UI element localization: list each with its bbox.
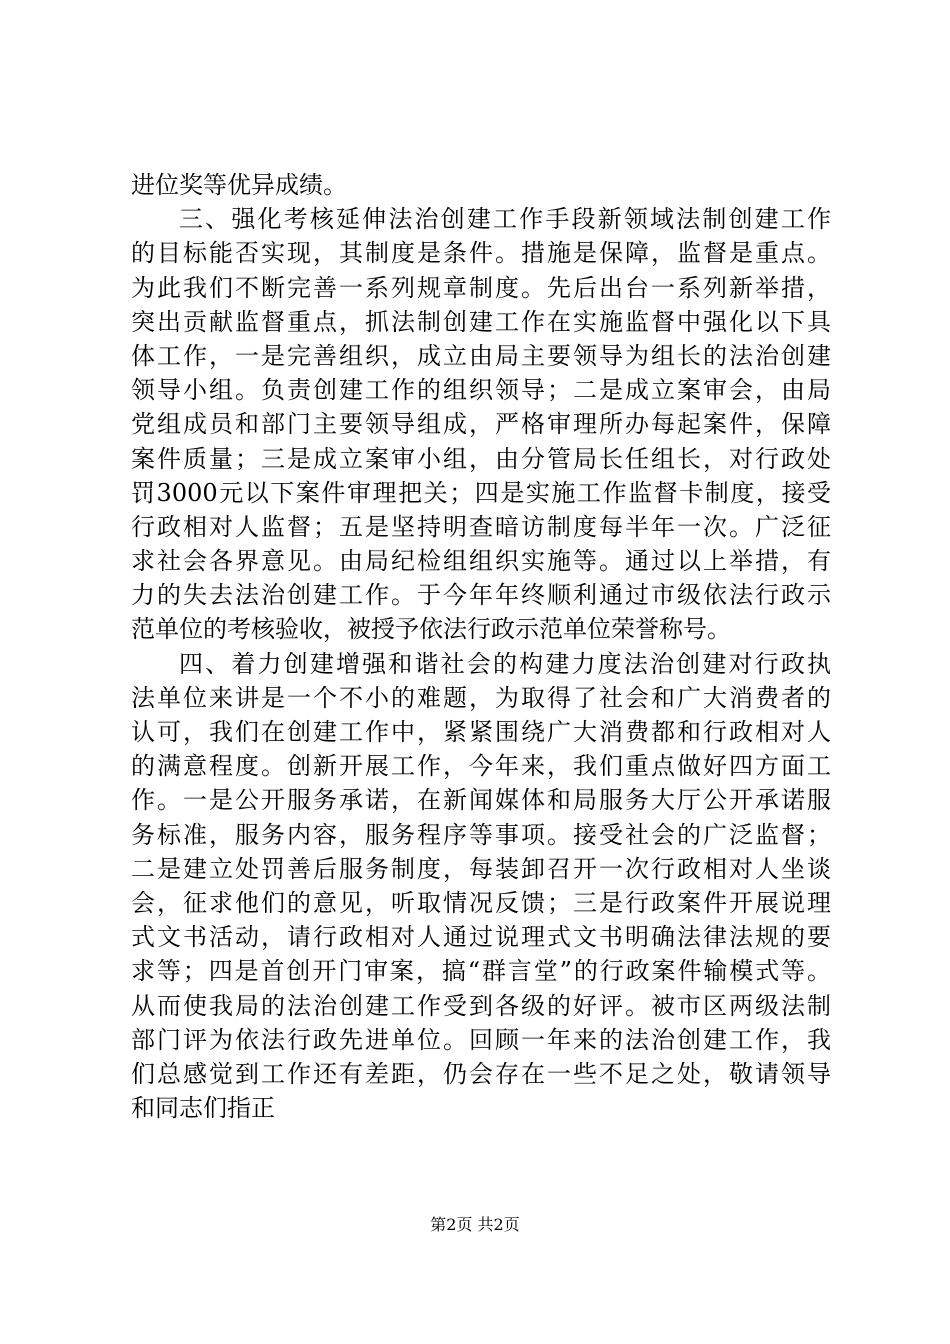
text-line: 的目标能否实现，其制度是条件。措施是保障，监督是重点。 [131, 239, 831, 268]
text-line: 四、着力创建增强和谐社会的构建力度法治创建对行政执 [179, 649, 831, 678]
text-line: 突出贡献监督重点，抓法制创建工作在实施监督中强化以下具 [131, 307, 831, 336]
text-line: 部门评为依法行政先进单位。回顾一年来的法治创建工作，我 [131, 1025, 831, 1054]
text-line: 会，征求他们的意见，听取情况反馈；三是行政案件开展说理 [131, 888, 831, 917]
text-line: 进位奖等优异成绩。 [131, 171, 347, 199]
text-line: 行政相对人监督；五是坚持明查暗访制度每半年一次。广泛征 [131, 512, 831, 541]
text-line: 务标准，服务内容，服务程序等事项。接受社会的广泛监督； [131, 820, 831, 849]
text-line: 式文书活动，请行政相对人通过说理式文书明确法律法规的要 [131, 923, 831, 952]
text-line: 们总感觉到工作还有差距，仍会存在一些不足之处，敬请领导 [131, 1059, 831, 1088]
text-line: 为此我们不断完善一系列规章制度。先后出台一系列新举措， [131, 273, 831, 302]
text-line: 二是建立处罚善后服务制度，每装卸召开一次行政相对人坐谈 [131, 854, 831, 883]
text-line: 体工作，一是完善组织，成立由局主要领导为组长的法治创建 [131, 341, 831, 370]
text-line: 求社会各界意见。由局纪检组组织实施等。通过以上举措，有 [131, 547, 831, 576]
document-body [131, 168, 831, 1125]
text-line: 罚3000元以下案件审理把关；四是实施工作监督卡制度，接受 [131, 478, 831, 507]
text-line: 范单位的考核验收，被授予依法行政示范单位荣誉称号。 [131, 615, 731, 644]
text-line: 的满意程度。创新开展工作，今年来，我们重点做好四方面工 [131, 752, 831, 781]
text-line: 作。一是公开服务承诺，在新闻媒体和局服务大厅公开承诺服 [131, 786, 831, 815]
page-number-footer: 第2页 共2页 [430, 1215, 520, 1234]
text-line: 党组成员和部门主要领导组成，严格审理所办每起案件，保障 [131, 410, 831, 439]
text-line: 力的失去法治创建工作。于今年年终顺利通过市级依法行政示 [131, 581, 831, 610]
text-line: 从而使我局的法治创建工作受到各级的好评。被市区两级法制 [131, 991, 831, 1020]
text-line: 领导小组。负责创建工作的组织领导；二是成立案审会，由局 [131, 376, 831, 405]
text-line: 认可，我们在创建工作中，紧紧围绕广大消费都和行政相对人 [131, 718, 831, 746]
text-line: 和同志们指正 [131, 1094, 275, 1123]
text-line: 案件质量；三是成立案审小组，由分管局长任组长，对行政处 [131, 444, 831, 473]
text-line: 求等；四是首创开门审案，搞“群言堂”的行政案件输模式等。 [131, 957, 831, 986]
text-line: 三、强化考核延伸法治创建工作手段新领域法制创建工作 [179, 205, 831, 234]
text-line: 法单位来讲是一个不小的难题，为取得了社会和广大消费者的 [131, 683, 831, 712]
